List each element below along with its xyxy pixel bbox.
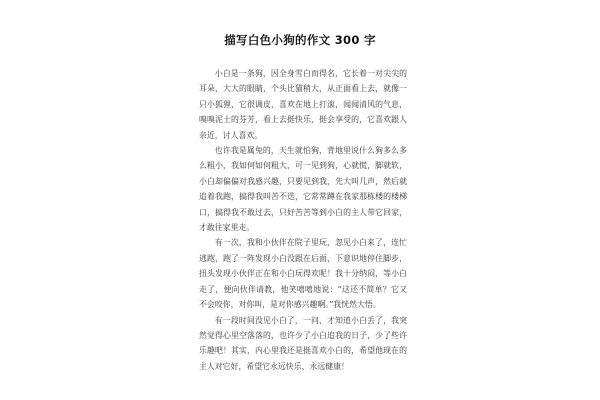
paragraph-1: 小白是一条狗，因全身雪白而得名，它长着一对尖尖的耳朵，大大的眼睛，个头比猫稍大，从正面看上去，就像一只小狐狸，它很调皮，喜欢在地上打滚，闻闻清风的气息，嗅嗅泥土的芬芳，看上去挺快乐，挺会享受的，它喜欢跟人亲近，讨人喜欢。 xyxy=(199,69,407,140)
page-title: 描写白色小狗的作文 300 字 xyxy=(224,33,376,47)
essay-body xyxy=(199,66,407,374)
paragraph-3: 有一次，我和小伙伴在院子里玩，忽见小白来了，连忙逃跑，跑了一阵发现小白没跟在后面，下意识地停住脚步，扭头发现小伙伴正在和小白玩得欢呢！我十分纳闷，等小白走了，便向伙伴请教，他笑嘻嘻地说：“这还不简单？它又不会咬你，对你叫，是对你感兴趣啊。”我恍然大悟。 xyxy=(199,238,407,310)
paragraph-2: 也许我是属兔的，天生就怕狗，背地里说什么狗多么多么粗小，我如何如何粗大，可一见到狗，心就慌，脚就软，小白却偏偏对我感兴趣，只要见到我，先大叫几声，然后就追着我跑，搞得我叫苦不迭，它常常蹲在我家那栋楼的楼梯口，搞得我不敢过去，只好苦苦等到小白的主人带它回家，才敢往家里走。 xyxy=(199,146,407,233)
paragraph-4: 有一段时间没见小白了，一问，才知道小白丢了，我突然觉得心里空落落的，也许少了小白追我的日子，少了些许乐趣吧！其实，内心里我还是挺喜欢小白的，希望他现在的主人对它好，希望它永远快乐，永远健康！ xyxy=(199,315,407,371)
